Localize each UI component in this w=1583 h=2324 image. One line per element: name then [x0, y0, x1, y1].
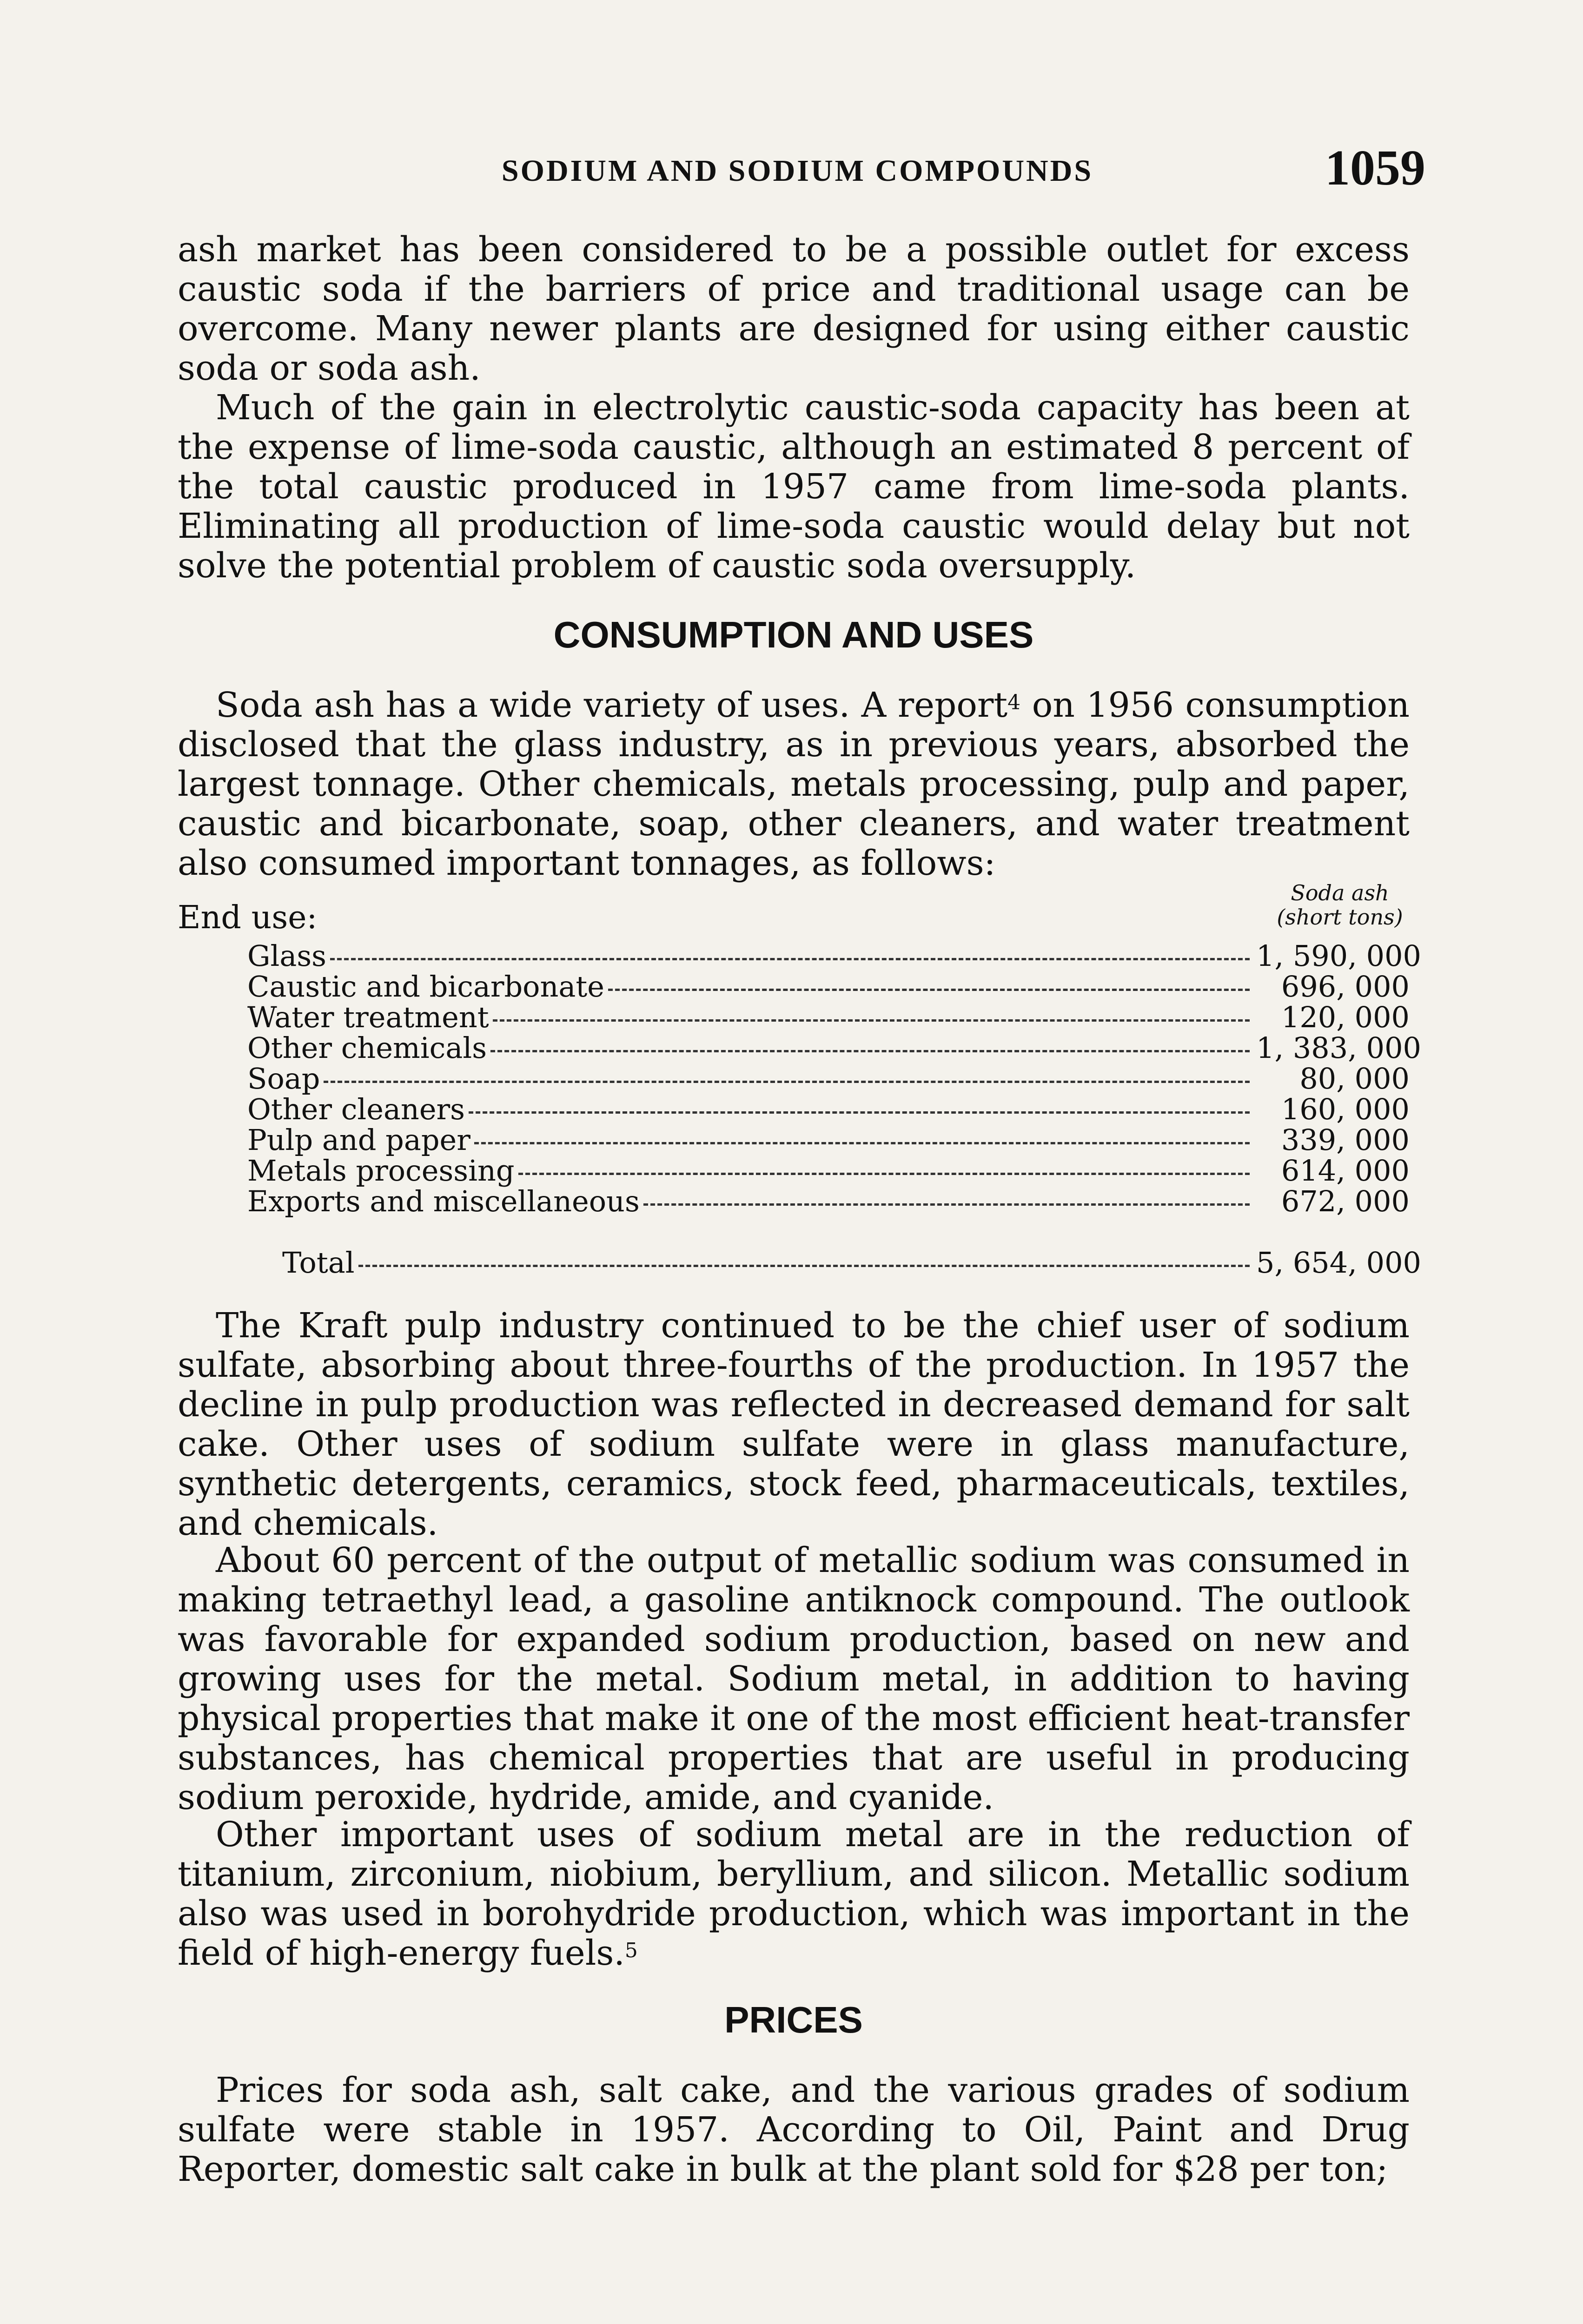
row-label: Exports and miscellaneous	[247, 1184, 640, 1218]
section-heading-prices: PRICES	[724, 1999, 863, 2040]
dot-leader	[330, 958, 1250, 960]
table-row	[247, 1092, 1410, 1126]
table-row	[247, 939, 1421, 973]
table-row	[247, 1184, 1410, 1218]
table-header-end-use: End use:	[178, 899, 318, 936]
dot-leader	[324, 1081, 1250, 1083]
table-header-soda-ash	[1270, 881, 1410, 929]
row-value: 339, 000	[1281, 1123, 1410, 1157]
dot-leader	[518, 1173, 1250, 1175]
paragraph-metallic-sodium: About 60 percent of the output of metallic sodium was consumed in making tetraethyl lead, a gasoline antiknock compound. The outlook was favorable for expanded sodium production, based on new and growing uses for the metal. Sodium metal, in addition to having physical properties that make it one of the most efficient heat-transfer substances, has chemical properties that are useful in producing sodium peroxide, hydride, amide, and cyanide.	[178, 1540, 1410, 1817]
row-label: Pulp and paper	[247, 1123, 470, 1157]
row-value: 614, 000	[1281, 1154, 1410, 1188]
table-row	[247, 970, 1410, 1004]
dot-leader	[643, 1203, 1250, 1206]
dot-leader	[608, 989, 1250, 991]
table-header-line: Soda ash	[1291, 880, 1389, 905]
row-value: 160, 000	[1281, 1092, 1410, 1126]
dot-leader	[490, 1050, 1250, 1052]
row-label: Soap	[247, 1062, 320, 1096]
row-label: Caustic and bicarbonate	[247, 970, 604, 1004]
paragraph-kraft-pulp: The Kraft pulp industry continued to be the chief user of sodium sulfate, absorbing about three-fourths of the production. In 1957 the decline in pulp production was reflected in decreased demand for salt cake. Other uses of sodium sulfate were in glass manufacture, synthetic detergents, ceramics, stock feed, pharmaceuticals, textiles, and chemicals.	[178, 1306, 1410, 1543]
table-row	[247, 1154, 1410, 1188]
table-row	[247, 1062, 1410, 1096]
running-title: SODIUM AND SODIUM COMPOUNDS	[501, 154, 1093, 188]
paragraph-text: Soda ash has a wide variety of uses. A report	[216, 685, 1008, 725]
dot-leader	[493, 1019, 1250, 1022]
total-label: Total	[282, 1246, 355, 1280]
row-value: 1, 590, 000	[1256, 939, 1421, 973]
dot-leader	[469, 1111, 1250, 1114]
row-label: Other chemicals	[247, 1031, 487, 1065]
table-header-unit: (short tons)	[1277, 905, 1403, 930]
table-row	[247, 1031, 1421, 1065]
footnote-ref-4: 4	[1007, 691, 1021, 714]
dot-leader	[358, 1265, 1250, 1267]
paragraph-soda-ash-uses	[178, 686, 1410, 883]
table-row	[247, 1123, 1410, 1157]
row-label: Other cleaners	[247, 1092, 465, 1126]
row-value: 120, 000	[1281, 1000, 1410, 1034]
total-value: 5, 654, 000	[1256, 1246, 1421, 1280]
footnote-ref-5: 5	[624, 1939, 638, 1962]
end-use-table	[178, 880, 1421, 1285]
row-label: Water treatment	[247, 1000, 489, 1034]
paragraph-text: Other important uses of sodium metal are in the reduction of titanium, zirconium, niobium, beryllium, and silicon. Metallic sodium also was used in borohydride production, which was important in the field of high-energy fuels.	[178, 1815, 1410, 1973]
row-value: 1, 383, 000	[1256, 1031, 1421, 1065]
paragraph-sodium-metal-uses	[178, 1815, 1410, 1973]
row-value: 672, 000	[1281, 1184, 1410, 1218]
row-value: 80, 000	[1299, 1062, 1410, 1096]
page-number: 1059	[1325, 140, 1425, 196]
table-row	[247, 1000, 1410, 1034]
paragraph-text: on 1956 consumption disclosed that the glass industry, as in previous years, absorbed the largest tonnage. Other chemicals, metals processing, pulp and paper, caustic and bicarbonate, soap, other cleaners, and water treatment also consumed important tonnages, as follows:	[178, 685, 1410, 883]
row-label: Metals processing	[247, 1154, 515, 1188]
section-heading-consumption: CONSUMPTION AND USES	[553, 614, 1034, 655]
paragraph-continuation: ash market has been considered to be a possible outlet for excess caustic soda if the barriers of price and traditional usage can be overcome. Many newer plants are designed for using either caustic soda or soda ash.	[178, 230, 1410, 388]
row-value: 696, 000	[1281, 970, 1410, 1004]
row-label: Glass	[247, 939, 326, 973]
dot-leader	[474, 1142, 1250, 1144]
paragraph-caustic-capacity: Much of the gain in electrolytic caustic-soda capacity has been at the expense of lime-soda caustic, although an estimated 8 percent of the total caustic produced in 1957 came from lime-soda plants. Eliminating all production of lime-soda caustic would delay but not solve the potential problem of caustic soda oversupply.	[178, 388, 1410, 586]
page-header	[0, 135, 1583, 205]
paragraph-prices: Prices for soda ash, salt cake, and the various grades of sodium sulfate were stable in 1957. According to Oil, Paint and Drug Reporter, domestic salt cake in bulk at the plant sold for $28 per ton;	[178, 2070, 1410, 2189]
table-total-row	[282, 1246, 1421, 1280]
